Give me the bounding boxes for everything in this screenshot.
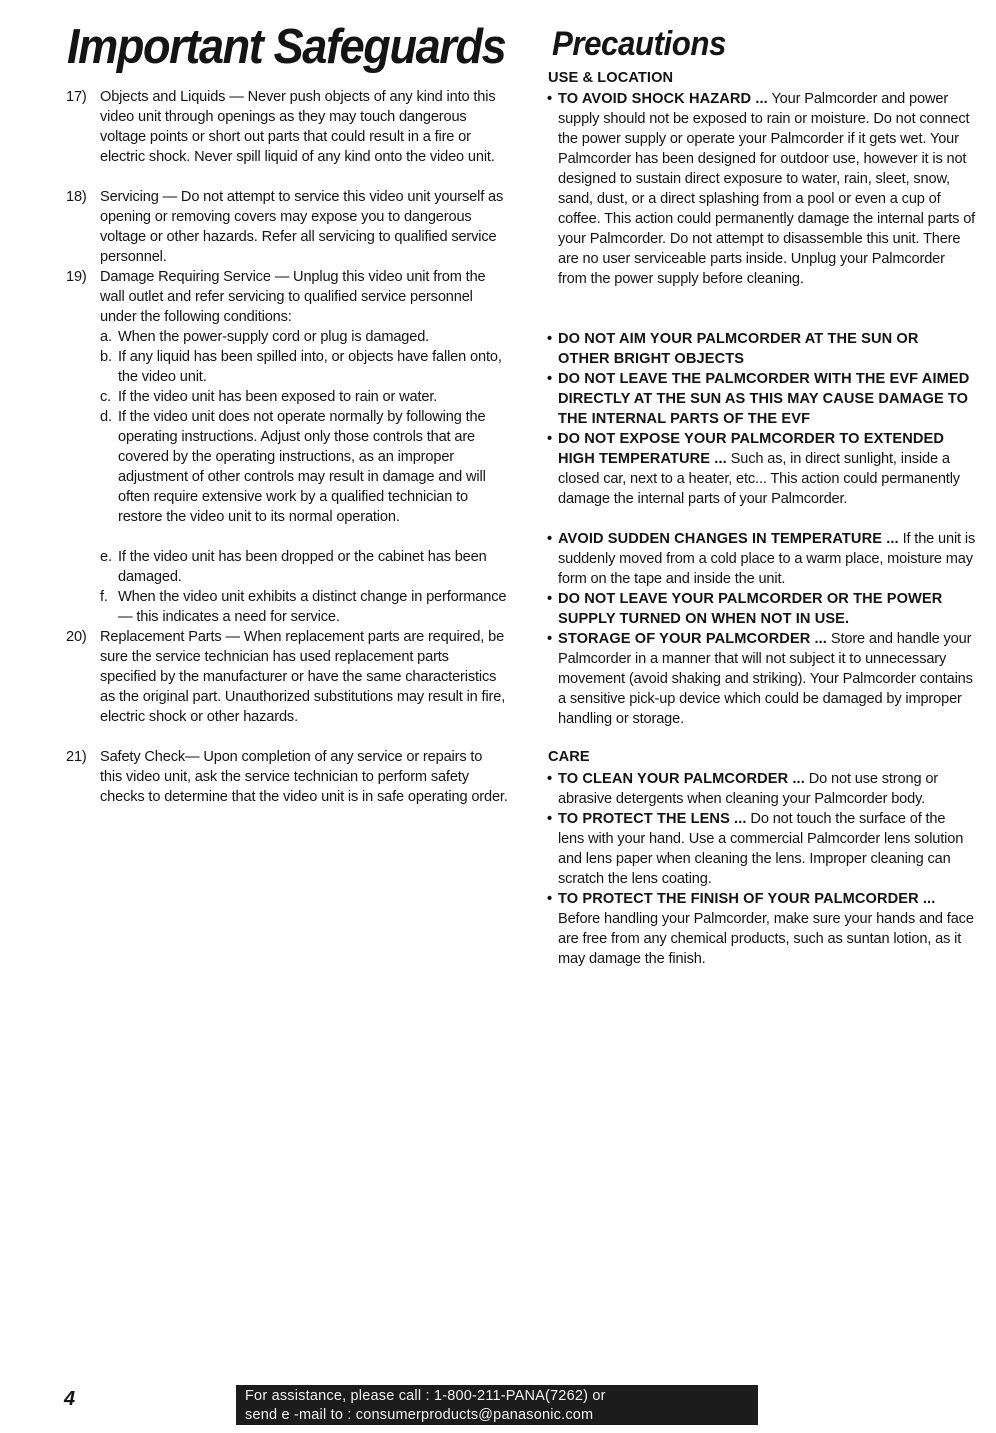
precaution-lead: DO NOT EXPOSE YOUR PALMCORDER TO EXTENDED HIGH TEMPERATURE ... (558, 431, 945, 467)
condition-b (100, 347, 508, 387)
precaution-text: If the unit is suddenly moved from a cold place to a warm place, moisture may form on the tape and inside the unit. (558, 531, 976, 587)
condition-letter: a. (100, 329, 112, 345)
important-safeguards-title: Important Safeguards (67, 20, 506, 74)
assistance-phone-line: For assistance, please call : 1-800-211-PANA(7262) or (245, 1388, 606, 1404)
precautions-title: Precautions (552, 25, 726, 63)
bullet-icon: • (547, 531, 552, 547)
safeguard-item-19 (66, 267, 502, 327)
precaution-lead: TO AVOID SHOCK HAZARD ... (558, 91, 768, 107)
bullet-icon: • (547, 631, 552, 647)
item-text: Safety Check— Upon completion of any service or repairs to this video unit, ask the service technician to perform safety checks to determine that the video unit is in safe operating order. (100, 749, 508, 805)
bullet-icon: • (547, 371, 552, 387)
condition-letter: f. (100, 589, 108, 605)
condition-f (100, 587, 508, 627)
assistance-banner (236, 1385, 758, 1425)
care-lens (545, 809, 970, 889)
bullet-icon: • (547, 91, 552, 107)
condition-letter: c. (100, 389, 112, 405)
condition-d (100, 407, 505, 527)
care-finish (545, 889, 977, 969)
bullet-icon: • (547, 771, 552, 787)
use-location-heading: USE & LOCATION (548, 70, 674, 86)
safeguard-item-17 (66, 87, 506, 167)
condition-text: If the video unit has been exposed to rain or water. (118, 389, 438, 405)
precaution-evf (545, 369, 970, 429)
item-number: 20) (66, 629, 87, 645)
care-heading: CARE (548, 749, 590, 765)
safeguard-item-18 (66, 187, 508, 267)
condition-letter: d. (100, 409, 112, 425)
condition-text: When the video unit exhibits a distinct change in performance — this indicates a need for service. (118, 589, 507, 625)
bullet-icon: • (547, 431, 552, 447)
precaution-high-temperature (545, 429, 977, 509)
bullet-icon: • (547, 891, 552, 907)
item-number: 18) (66, 189, 87, 205)
condition-text: If the video unit has been dropped or the cabinet has been damaged. (118, 549, 487, 585)
care-text: Before handling your Palmcorder, make sure your hands and face are free from any chemical products, such as suntan lotion, as it may damage the finish. (558, 911, 974, 967)
care-text: Do not touch the surface of the lens with your hand. Use a commercial Palmcorder lens solution and lens paper when cleaning the lens. Improper cleaning can scratch the lens coating. (558, 811, 964, 887)
condition-letter: b. (100, 349, 112, 365)
safeguard-item-21 (66, 747, 508, 807)
item-number: 17) (66, 89, 87, 105)
condition-text: When the power-supply cord or plug is damaged. (118, 329, 430, 345)
bullet-icon: • (547, 331, 552, 347)
precaution-temperature-change (545, 529, 977, 589)
bullet-icon: • (547, 591, 552, 607)
bullet-icon: • (547, 811, 552, 827)
precaution-lead: STORAGE OF YOUR PALMCORDER ... (558, 631, 827, 647)
item-text: Damage Requiring Service — Unplug this video unit from the wall outlet and refer servicing to qualified service personnel under the following conditions: (100, 269, 486, 325)
care-lead: TO PROTECT THE LENS ... (558, 811, 747, 827)
assistance-email-line: send e -mail to : consumerproducts@panasonic.com (245, 1407, 594, 1423)
condition-text: If the video unit does not operate normally by following the operating instructions. Adjust only those controls that are covered by the operating instructions, as an improper adjustment of other controls may result in damage and will often require extensive work by a qualified technician to restore the video unit to its normal operation. (118, 409, 486, 525)
condition-c (100, 387, 508, 407)
care-lead: TO PROTECT THE FINISH OF YOUR PALMCORDER ... (558, 891, 936, 907)
precaution-sun (545, 329, 960, 369)
precaution-power-off (545, 589, 977, 629)
precaution-storage (545, 629, 977, 729)
item-number: 19) (66, 269, 87, 285)
safeguard-item-20 (66, 627, 506, 727)
item-text: Replacement Parts — When replacement parts are required, be sure the service technician has used replacement parts specified by the manufacturer or have the same characteristics as the original part. Unauthorized substitutions may result in fire, electric shock or other hazards. (100, 629, 506, 725)
item-number: 21) (66, 749, 87, 765)
item-text: Objects and Liquids — Never push objects of any kind into this video unit through openings as they may touch dangerous voltage points or short out parts that could result in a fire or electric shock. Never spill liquid of any kind onto the video unit. (100, 89, 496, 165)
precaution-text: Your Palmcorder and power supply should not be exposed to rain or moisture. Do not connect the power supply or operate your Palmcorder if it gets wet. Your Palmcorder has been designed for outdoor use, however it is not designed to sustain direct exposure to water, rain, sleet, snow, sand, dust, or a direct splashing from a pool or even a cup of coffee. This action could permanently damage the internal parts of your Palmcorder. Do not attempt to disassemble this unit. There are no user serviceable parts inside. Unplug your Palmcorder from the power supply before cleaning. (558, 91, 976, 287)
care-text: Do not use strong or abrasive detergents when cleaning your Palmcorder body. (558, 771, 938, 807)
condition-e (100, 547, 508, 587)
condition-letter: e. (100, 549, 112, 565)
precaution-shock-hazard (545, 89, 977, 289)
precaution-text: Store and handle your Palmcorder in a manner that will not subject it to unnecessary movement (avoid shaking and striking). Your Palmcorder contains a sensitive pick-up device which could be damaged by improper handling or storage. (558, 631, 973, 727)
care-clean (545, 769, 977, 809)
precaution-lead: AVOID SUDDEN CHANGES IN TEMPERATURE ... (558, 531, 899, 547)
condition-text: If any liquid has been spilled into, or objects have fallen onto, the video unit. (118, 349, 502, 385)
care-lead: TO CLEAN YOUR PALMCORDER ... (558, 771, 805, 787)
precaution-lead: DO NOT LEAVE YOUR PALMCORDER OR THE POWER SUPPLY TURNED ON WHEN NOT IN USE. (558, 591, 943, 627)
item-text: Servicing — Do not attempt to service this video unit yourself as opening or removing covers may expose you to dangerous voltage or other hazards. Refer all servicing to qualified service personnel. (100, 189, 504, 265)
precaution-lead: DO NOT AIM YOUR PALMCORDER AT THE SUN OR OTHER BRIGHT OBJECTS (558, 331, 919, 367)
page-number: 4 (64, 1388, 76, 1410)
precaution-text: Such as, in direct sunlight, inside a closed car, next to a heater, etc... This action could permanently damage the internal parts of your Palmcorder. (558, 451, 960, 507)
condition-a (100, 327, 508, 347)
precaution-lead: DO NOT LEAVE THE PALMCORDER WITH THE EVF AIMED DIRECTLY AT THE SUN AS THIS MAY CAUSE DAMAGE TO THE INTERNAL PARTS OF THE EVF (558, 371, 970, 427)
